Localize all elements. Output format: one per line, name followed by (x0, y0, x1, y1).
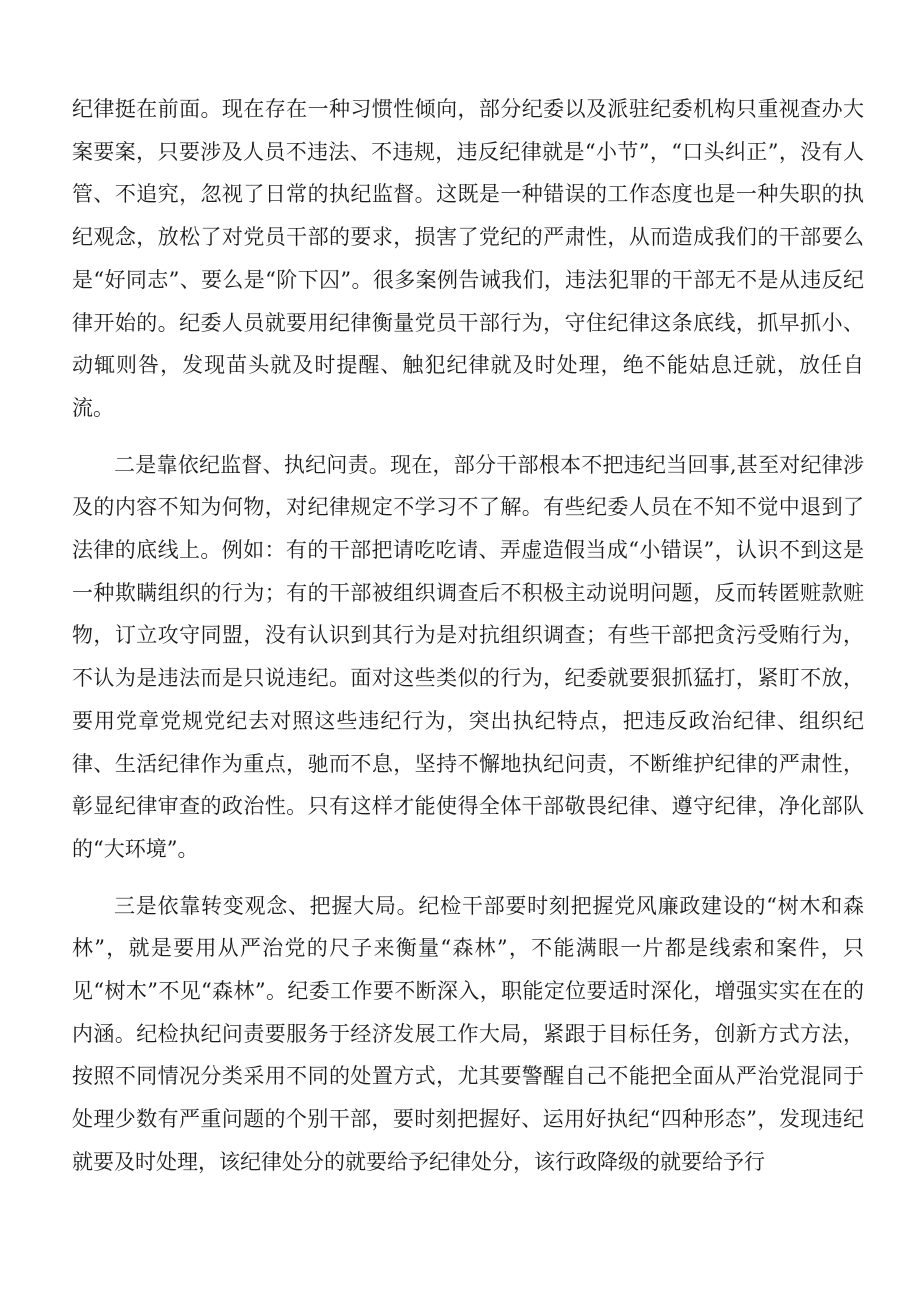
paragraph-point-three: 三是依靠转变观念、把握大局。纪检干部要时刻把握党风廉政建设的“树木和森林”，就是要用从严治党的尺子来衡量“森林”，不能满眼一片都是线索和案件，只见“树木”不见“森林”。纪委工作要不断深入，职能定位要适时深化，增强实实在在的内涵。纪检执纪问责要服务于经济发展工作大局，紧跟于目标任务，创新方式方法，按照不同情况分类采用不同的处置方式，尤其要警醒自己不能把全面从严治党混同于处理少数有严重问题的个别干部，要时刻把握好、运用好执纪“四种形态”，发现违纪就要及时处理，该纪律处分的就要给予纪律处分，该行政降级的就要给予行 (72, 893, 864, 1174)
paragraph-point-two: 二是靠依纪监督、执纪问责。现在，部分干部根本不把违纪当回事,甚至对纪律涉及的内容不知为何物，对纪律规定不学习不了解。有些纪委人员在不知不觉中退到了法律的底线上。例如：有的干部把请吃吃请、弄虚造假当成“小错误”，认识不到这是一种欺瞒组织的行为；有的干部被组织调查后不积极主动说明问题，反而转匿赃款赃物，订立攻守同盟，没有认识到其行为是对抗组织调查；有些干部把贪污受贿行为，不认为是违法而是只说违纪。面对这些类似的行为，纪委就要狠抓猛打，紧盯不放，要用党章党规党纪去对照这些违纪行为，突出执纪特点，把违反政治纪律、组织纪律、生活纪律作为重点，驰而不息，坚持不懈地执纪问责，不断维护纪律的严肃性，彰显纪律审查的政治性。只有这样才能使得全体干部敬畏纪律、遵守纪律，净化部队的“大环境”。 (72, 452, 864, 861)
document-body (72, 88, 864, 1184)
paragraph-continuation: 纪律挺在前面。现在存在一种习惯性倾向，部分纪委以及派驻纪委机构只重视查办大案要案，只要涉及人员不违法、不违规，违反纪律就是“小节”，“口头纠正”，没有人管、不追究，忽视了日常的执纪监督。这既是一种错误的工作态度也是一种失职的执纪观念，放松了对党员干部的要求，损害了党纪的严肃性，从而造成我们的干部要么是“好同志”、要么是“阶下囚”。很多案例告诫我们，违法犯罪的干部无不是从违反纪律开始的。纪委人员就要用纪律衡量党员干部行为，守住纪律这条底线，抓早抓小、动辄则咎，发现苗头就及时提醒、触犯纪律就及时处理，绝不能姑息迁就，放任自流。 (72, 97, 864, 420)
